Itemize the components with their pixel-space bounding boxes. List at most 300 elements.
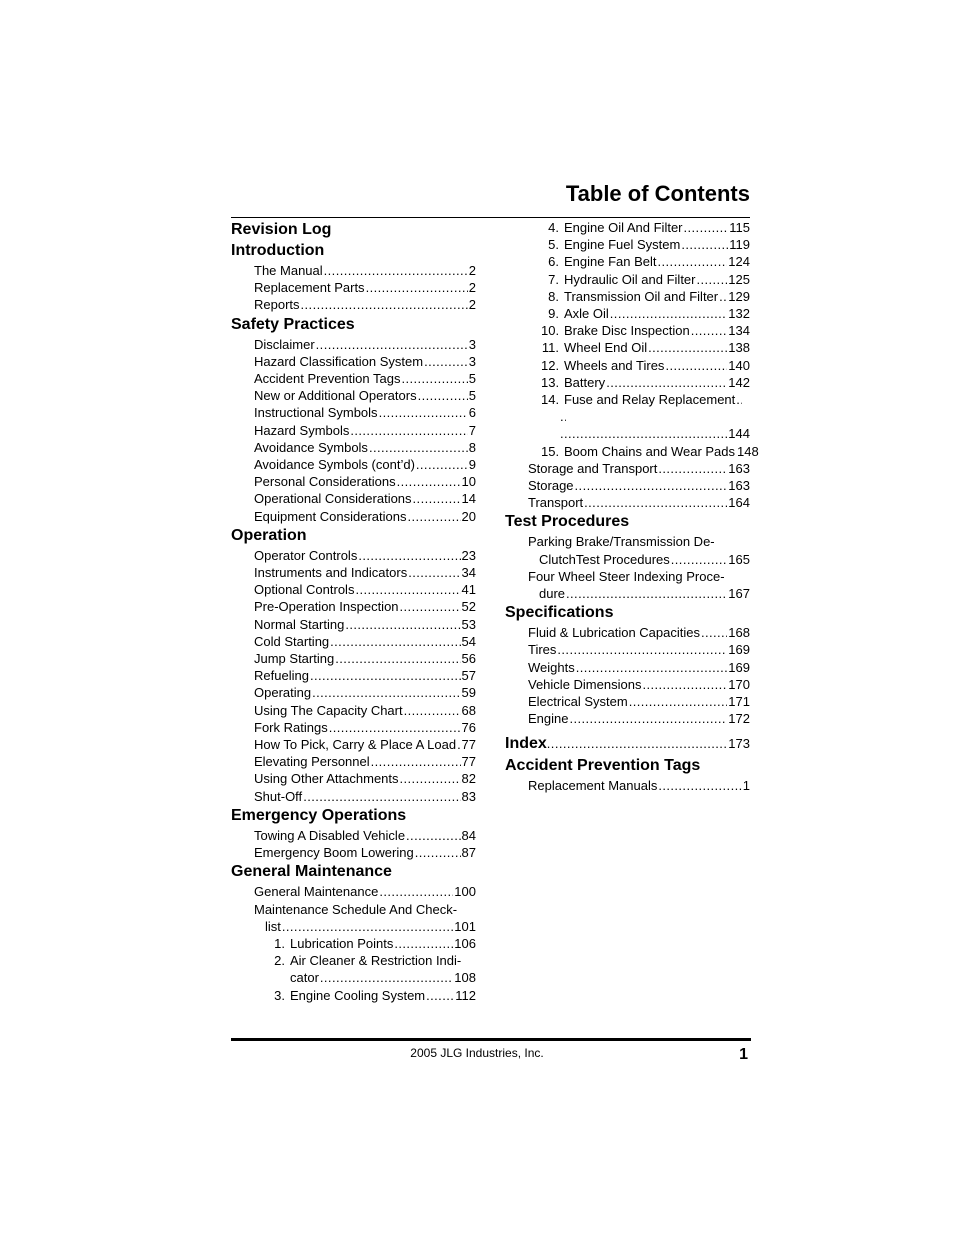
page-number: 41	[461, 582, 476, 598]
entry-label	[254, 490, 412, 507]
entry-label	[254, 353, 423, 370]
page-number: 56	[461, 651, 476, 667]
dot-leader	[736, 391, 742, 408]
page-number: 163	[728, 478, 750, 494]
entry-number: 14.	[541, 392, 560, 408]
entry-label	[541, 374, 605, 391]
page-number: 140	[728, 357, 750, 373]
entry-label	[267, 987, 425, 1004]
dot-leader	[312, 684, 460, 701]
dot-leader	[648, 339, 727, 356]
entry-label-text: Storage and Transport	[528, 460, 658, 476]
toc-entry[interactable]	[231, 616, 476, 633]
dot-leader	[426, 987, 454, 1004]
dot-leader	[394, 935, 453, 952]
toc-entry-continuation	[505, 425, 750, 442]
toc-entry[interactable]	[505, 253, 750, 270]
dot-leader	[642, 676, 727, 693]
entry-label-text: Towing A Disabled Vehicle	[254, 827, 406, 843]
entry-label-text: New or Additional Operators	[254, 388, 417, 404]
entry-label-text: Pre-Operation Inspection	[254, 599, 399, 615]
entry-label-text: Elevating Personnel	[254, 754, 370, 770]
page-number: 5	[468, 388, 476, 404]
page-number: 125	[728, 271, 750, 287]
entry-number: 2.	[274, 953, 285, 969]
entry-number: 6.	[548, 254, 559, 270]
toc-entry[interactable]	[505, 271, 750, 288]
entry-label-text: The Manual	[254, 263, 323, 278]
toc-entry[interactable]	[231, 702, 476, 719]
toc-entry[interactable]	[505, 533, 750, 567]
entry-label-text: Replacement Parts	[254, 280, 365, 296]
entry-label-text: Using Other Attachments	[254, 771, 399, 787]
dot-leader	[379, 404, 468, 421]
entry-label-text: Avoidance Symbols (cont’d)	[254, 457, 415, 473]
entry-label	[528, 693, 628, 710]
entry-label	[528, 676, 641, 693]
toc-entry[interactable]	[505, 443, 759, 460]
page-number: 6	[468, 405, 476, 421]
toc-entry-label-line2	[254, 918, 476, 935]
toc-entry[interactable]	[231, 387, 476, 404]
entry-number: 13.	[541, 374, 560, 390]
page-title: Table of Contents	[565, 181, 750, 206]
toc-entry[interactable]	[505, 624, 750, 641]
entry-label	[528, 477, 574, 494]
page-number: 101	[454, 918, 476, 934]
entry-label	[254, 788, 302, 805]
toc-entry[interactable]	[505, 288, 750, 305]
entry-label: Four Wheel Steer Indexing Proce-	[528, 568, 725, 584]
entry-label-text: Brake Disc Inspection	[564, 323, 690, 339]
page-number: 3	[468, 336, 476, 352]
entry-label	[254, 422, 349, 439]
entry-label	[254, 883, 378, 900]
entry-label-text: Engine	[528, 711, 569, 727]
entry-label: Air Cleaner & Restriction Indi-	[290, 953, 462, 969]
toc-entry[interactable]	[244, 952, 476, 986]
entry-label-text: Fuse and Relay Replacement	[564, 392, 736, 408]
entry-label	[541, 219, 683, 236]
toc-entry[interactable]	[505, 460, 750, 477]
dot-leader	[324, 262, 468, 279]
entry-label	[528, 777, 657, 794]
entry-label	[541, 305, 609, 322]
toc-entry[interactable]	[505, 357, 750, 374]
toc-entry[interactable]	[231, 404, 476, 421]
entry-label	[254, 473, 396, 490]
dot-leader	[301, 296, 468, 313]
toc-entry-index[interactable]	[505, 733, 750, 755]
test-procedures-list	[505, 533, 750, 602]
page-number: 57	[461, 668, 476, 684]
entry-label	[541, 391, 735, 408]
page-number: 82	[461, 771, 476, 787]
entry-label-text: Operational Considerations	[254, 491, 412, 507]
toc-entry-label-line2	[528, 551, 750, 568]
entry-label	[254, 770, 399, 787]
toc-entry[interactable]	[505, 693, 750, 710]
toc-entry[interactable]	[505, 710, 750, 727]
entry-label	[541, 236, 680, 253]
dot-leader	[401, 370, 467, 387]
storage-list	[505, 460, 750, 512]
dot-leader	[329, 719, 461, 736]
entry-label	[254, 439, 368, 456]
toc-entry[interactable]	[505, 391, 750, 408]
toc-entry[interactable]	[231, 490, 476, 507]
entry-number: 3.	[274, 987, 285, 1003]
toc-entry[interactable]	[231, 719, 476, 736]
toc-entry[interactable]	[231, 667, 476, 684]
toc-entry[interactable]	[231, 296, 476, 313]
page-number: 106	[454, 935, 476, 951]
page-number: 10	[461, 474, 476, 490]
toc-entry[interactable]	[231, 353, 476, 370]
page-number: 23	[461, 547, 476, 563]
entry-label-text: Shut-Off	[254, 788, 303, 804]
entry-label-text: Personal Considerations	[254, 474, 396, 490]
footer-rule	[231, 1038, 751, 1041]
dot-leader	[665, 357, 727, 374]
entry-label: dure	[539, 586, 566, 602]
toc-entry[interactable]	[505, 219, 750, 236]
dot-leader	[310, 667, 461, 684]
dot-leader	[576, 659, 728, 676]
toc-entry[interactable]	[231, 336, 476, 353]
entry-label	[528, 624, 700, 641]
entry-label	[254, 387, 417, 404]
entry-label-text: Engine Oil And Filter	[564, 220, 683, 235]
page-number: 129	[728, 288, 750, 304]
toc-entry[interactable]	[231, 844, 476, 861]
dot-leader	[719, 288, 727, 305]
emergency-operations-list	[231, 827, 476, 861]
maintenance-entry-inner	[231, 883, 476, 900]
page-number: 167	[728, 586, 750, 602]
page-number: 1	[742, 778, 750, 794]
toc-entry-label-line2	[267, 969, 476, 986]
operation-list	[231, 547, 476, 805]
toc-entry[interactable]	[231, 508, 476, 525]
section-heading-general-maintenance[interactable]: General Maintenance	[231, 863, 392, 881]
page-number: 142	[728, 374, 750, 390]
dot-leader	[413, 490, 461, 507]
entry-label-text: Engine Fuel System	[564, 237, 681, 253]
page-number: 9	[468, 457, 476, 473]
entry-label-text: Storage	[528, 478, 574, 494]
entry-label: Maintenance Schedule And Check-	[254, 901, 458, 917]
general-maintenance-continued-list	[505, 219, 759, 460]
toc-entry[interactable]	[231, 901, 476, 935]
entry-label-text: Emergency Boom Lowering	[254, 845, 414, 861]
dot-leader	[350, 422, 467, 439]
page-number: 164	[728, 495, 750, 511]
dot-leader	[404, 702, 461, 719]
page-number: 20	[461, 508, 476, 524]
toc-entry[interactable]	[231, 547, 476, 564]
header-rule	[231, 217, 750, 218]
entry-label	[254, 753, 370, 770]
dot-leader	[610, 305, 728, 322]
toc-entry[interactable]	[231, 370, 476, 387]
toc-entry[interactable]	[505, 641, 750, 658]
entry-label-text: Operator Controls	[254, 547, 358, 563]
entry-label-text: How To Pick, Carry & Place A Load	[254, 737, 457, 753]
dot-leader	[369, 439, 468, 456]
dot-leader	[418, 387, 468, 404]
toc-entry[interactable]	[505, 494, 750, 511]
entry-label	[528, 659, 575, 676]
footer-page-number: 1	[739, 1046, 748, 1063]
page-number: 14	[461, 491, 476, 507]
toc-entry[interactable]	[231, 788, 476, 805]
entry-number: 1.	[274, 935, 285, 951]
toc-entry[interactable]	[505, 374, 750, 391]
entry-label-text: Avoidance Symbols	[254, 439, 368, 455]
entry-label-text: Boom Chains and Wear Pads	[564, 443, 736, 459]
toc-entry[interactable]	[231, 650, 476, 667]
entry-label	[541, 253, 657, 270]
toc-entry[interactable]	[244, 987, 476, 1004]
page-number: 76	[461, 719, 476, 735]
dot-leader	[457, 736, 460, 753]
maintenance-entry-wrap	[231, 935, 476, 952]
page-number: 7	[468, 422, 476, 438]
dot-leader	[397, 473, 461, 490]
toc-entry[interactable]	[231, 262, 476, 279]
specifications-list	[505, 624, 750, 727]
page-number: 169	[728, 659, 750, 675]
entry-label	[254, 650, 334, 667]
toc-entry[interactable]	[231, 422, 476, 439]
dot-leader	[371, 753, 461, 770]
page-number: 2	[468, 297, 476, 313]
entry-label	[528, 494, 583, 511]
toc-entry[interactable]	[231, 753, 476, 770]
page-number: 2	[468, 263, 476, 278]
toc-entry[interactable]	[231, 473, 476, 490]
dot-leader	[345, 616, 460, 633]
toc-entry[interactable]	[231, 684, 476, 701]
dot-leader	[658, 777, 741, 794]
entry-label-text: Tires	[528, 642, 557, 658]
entry-label	[254, 508, 406, 525]
page-number: 115	[729, 220, 750, 235]
entry-label-text: General Maintenance	[254, 884, 379, 900]
entry-label	[254, 719, 328, 736]
page-number: 2	[468, 280, 476, 296]
toc-entry[interactable]	[505, 568, 750, 602]
dot-leader	[629, 693, 728, 710]
maintenance-entry-inner	[231, 901, 476, 935]
section-heading-revision-log[interactable]: Revision Log	[231, 221, 332, 238]
page-number: 169	[728, 642, 750, 658]
entry-number: 15.	[541, 443, 560, 459]
entry-number: 10.	[541, 323, 560, 339]
entry-label	[541, 271, 696, 288]
entry-label-text: Axle Oil	[564, 306, 609, 322]
toc-entry[interactable]	[505, 777, 750, 794]
entry-label	[254, 262, 323, 279]
dot-leader	[575, 477, 728, 494]
toc-entry[interactable]	[505, 305, 750, 322]
entry-label	[254, 296, 300, 313]
toc-entry[interactable]	[505, 659, 750, 676]
entry-number: 7.	[548, 271, 559, 287]
entry-label-text: Transmission Oil and Filter	[564, 288, 719, 304]
page-number: 171	[728, 694, 750, 710]
dot-leader	[424, 353, 468, 370]
toc-right-column	[505, 219, 759, 795]
dot-leader	[691, 322, 728, 339]
entry-label-text: Jump Starting	[254, 651, 335, 667]
section-heading-introduction[interactable]: Introduction	[231, 242, 325, 259]
dot-leader	[658, 253, 728, 270]
page-number: 3	[468, 353, 476, 369]
entry-label	[541, 357, 664, 374]
entry-label	[254, 684, 311, 701]
entry-label-text: Fork Ratings	[254, 719, 328, 735]
entry-label	[541, 288, 718, 305]
accident-prevention-tags-list	[505, 777, 750, 794]
toc-entry[interactable]	[231, 883, 476, 900]
dot-leader	[316, 336, 468, 353]
page-number: 68	[461, 702, 476, 718]
toc-entry[interactable]	[231, 736, 476, 753]
entry-label	[254, 547, 357, 564]
toc-entry-label-line2	[528, 585, 750, 602]
entry-label-text: Lubrication Points	[290, 935, 394, 951]
dot-leader	[355, 581, 460, 598]
dot-leader	[416, 456, 468, 473]
section-heading-operation[interactable]: Operation	[231, 526, 307, 544]
entry-label-text: Instruments and Indicators	[254, 565, 408, 581]
dot-leader	[335, 650, 460, 667]
entry-label-text: Hydraulic Oil and Filter	[564, 271, 696, 287]
entry-label	[254, 370, 400, 387]
toc-entry[interactable]	[505, 322, 750, 339]
page-number: 5	[468, 371, 476, 387]
entry-label	[254, 581, 354, 598]
toc-entry-continuation	[505, 408, 750, 425]
entry-label	[254, 456, 415, 473]
toc-entry[interactable]	[231, 598, 476, 615]
dot-leader	[701, 624, 727, 641]
page-number: 59	[461, 685, 476, 701]
entry-label-text: Optional Controls	[254, 582, 355, 598]
entry-number: 11.	[541, 340, 559, 356]
toc-entry[interactable]	[231, 581, 476, 598]
page-number: 119	[729, 237, 750, 253]
toc-entry[interactable]	[505, 236, 750, 253]
toc-entry[interactable]	[244, 935, 476, 952]
page-number: 87	[461, 845, 476, 861]
toc-entry[interactable]	[231, 279, 476, 296]
entry-label	[254, 336, 315, 353]
page-number: 108	[454, 970, 476, 986]
entry-label	[254, 844, 414, 861]
entry-number: 4.	[548, 220, 559, 235]
dot-leader	[320, 969, 453, 986]
entry-label-text: Cold Starting	[254, 633, 330, 649]
entry-label	[541, 339, 647, 356]
entry-label-text: Wheel End Oil	[564, 340, 648, 356]
entry-label-text: Using The Capacity Chart	[254, 702, 403, 718]
entry-label	[254, 616, 344, 633]
entry-label-text: Fluid & Lubrication Capacities	[528, 625, 700, 641]
entry-label-text: Replacement Manuals	[528, 778, 658, 794]
maintenance-entry-wrap	[231, 901, 476, 935]
page-number: 83	[461, 788, 476, 804]
entry-label-text: Normal Starting	[254, 616, 345, 632]
maintenance-entry-inner	[244, 987, 476, 1004]
dot-leader	[379, 883, 453, 900]
toc-entry[interactable]	[231, 770, 476, 787]
toc-entry[interactable]	[505, 676, 750, 693]
entry-number: 5.	[548, 237, 559, 253]
entry-label	[528, 460, 657, 477]
page-number: 173	[728, 736, 750, 752]
page-number: 52	[461, 599, 476, 615]
page-number: 134	[728, 323, 750, 339]
page-number: 172	[728, 711, 750, 727]
entry-label	[541, 443, 735, 460]
toc-entry-label-line1	[267, 952, 476, 969]
entry-label-text: Hazard Classification System	[254, 353, 424, 369]
dot-leader	[560, 425, 727, 442]
entry-label	[528, 641, 556, 658]
footer-copyright: 2005 JLG Industries, Inc.	[410, 1046, 544, 1060]
dot-leader	[330, 633, 460, 650]
entry-label-text: Electrical System	[528, 694, 628, 710]
toc-entry[interactable]	[505, 477, 750, 494]
page-number: 8	[468, 439, 476, 455]
toc-entry[interactable]	[231, 439, 476, 456]
toc-entry[interactable]	[231, 456, 476, 473]
entry-label-text: Equipment Considerations	[254, 508, 407, 524]
toc-entry[interactable]	[231, 633, 476, 650]
section-heading-test-procedures[interactable]: Test Procedures	[505, 513, 630, 531]
section-heading-safety-practices[interactable]: Safety Practices	[231, 315, 355, 333]
page-number: 53	[461, 616, 476, 632]
entry-label	[254, 404, 378, 421]
toc-entry[interactable]	[231, 564, 476, 581]
entry-number: 8.	[548, 288, 559, 304]
page-number: 112	[455, 987, 476, 1003]
entry-number: 9.	[548, 306, 559, 322]
toc-entry[interactable]	[505, 339, 750, 356]
page-number: 138	[728, 340, 750, 356]
page-number: 34	[461, 565, 476, 581]
maintenance-entry-wrap	[231, 987, 476, 1004]
toc-left-column	[231, 219, 476, 1004]
toc-entry-label-line1	[528, 533, 750, 550]
toc-entry[interactable]	[231, 827, 476, 844]
section-heading-accident-prevention-tags[interactable]: Accident Prevention Tags	[505, 757, 701, 775]
section-heading-specifications[interactable]: Specifications	[505, 604, 614, 622]
page-number: 77	[461, 737, 476, 753]
entry-label	[254, 827, 405, 844]
dot-leader	[415, 844, 461, 861]
entry-label: Parking Brake/Transmission De-	[528, 534, 715, 550]
entry-label: ClutchTest Procedures	[539, 551, 670, 567]
general-maintenance-list	[231, 883, 476, 1003]
entry-label-text: Wheels and Tires	[564, 357, 665, 373]
entry-label-text: Accident Prevention Tags	[254, 371, 401, 387]
maintenance-entry-inner	[244, 952, 476, 986]
section-heading-emergency-operations[interactable]: Emergency Operations	[231, 806, 407, 824]
